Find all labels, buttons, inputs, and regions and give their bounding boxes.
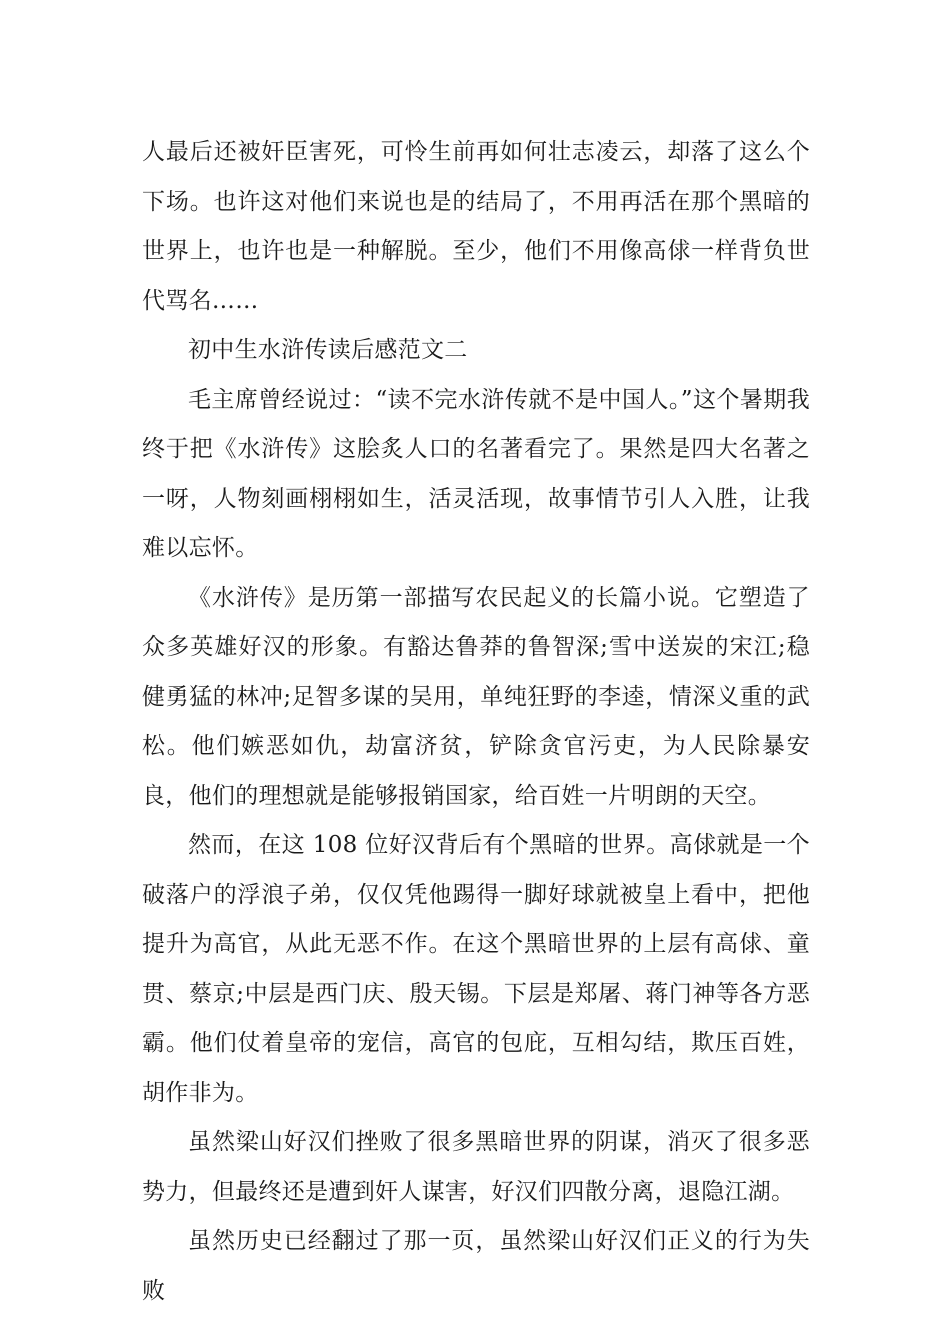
paragraph-continuation: 人最后还被奸臣害死，可怜生前再如何壮志凌云，却落了这么个下场。也许这对他们来说也是的结局了，不用再活在那个黑暗的世界上，也许也是一种解脱。至少，他们不用像高俅一样背负世代骂名…… [142, 139, 810, 314]
document-body [142, 128, 810, 1316]
paragraph: 虽然梁山好汉们挫败了很多黑暗世界的阴谋，消灭了很多恶势力，但最终还是遭到奸人谋害，好汉们四散分离，退隐江湖。 [142, 1129, 810, 1205]
paragraph: 《水浒传》是历第一部描写农民起义的长篇小说。它塑造了众多英雄好汉的形象。有豁达鲁莽的鲁智深;雪中送炭的宋江;稳健勇猛的林冲;足智多谋的吴用，单纯狂野的李逵，情深义重的武松。他们嫉恶如仇，劫富济贫，铲除贪官污吏，为人民除暴安良，他们的理想就是能够报销国家，给百姓一片明朗的天空。 [142, 584, 810, 809]
paragraph: 毛主席曾经说过：“读不完水浒传就不是中国人。”这个暑期我终于把《水浒传》这脍炙人口的名著看完了。果然是四大名著之一呀，人物刻画栩栩如生，活灵活现，故事情节引人入胜，让我难以忘怀。 [142, 386, 810, 561]
paragraph: 虽然历史已经翻过了那一页，虽然梁山好汉们正义的行为失败 [142, 1228, 810, 1304]
section-heading: 初中生水浒传读后感范文二 [188, 337, 468, 363]
paragraph: 然而，在这 108 位好汉背后有个黑暗的世界。高俅就是一个破落户的浮浪子弟，仅仅凭他踢得一脚好球就被皇上看中，把他提升为高官，从此无恶不作。在这个黑暗世界的上层有高俅、童贯、蔡京;中层是西门庆、殷天锡。下层是郑屠、蒋门神等各方恶霸。他们仗着皇帝的宠信，高官的包庇，互相勾结，欺压百姓，胡作非为。 [142, 832, 810, 1106]
